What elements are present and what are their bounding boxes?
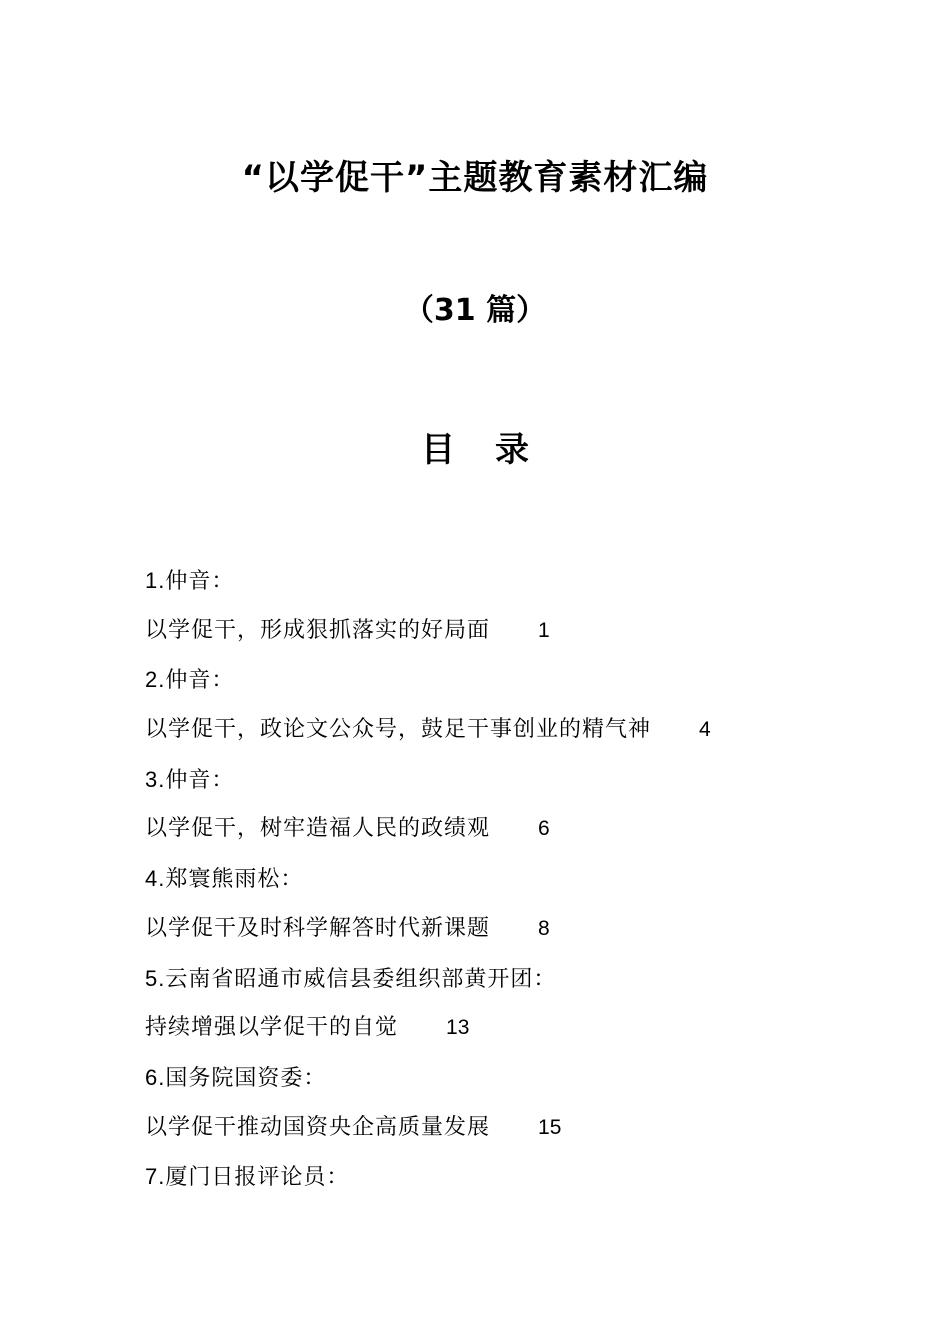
toc-entry-6 <box>145 1053 845 1152</box>
toc-entry-title-row <box>145 904 845 954</box>
toc-entry-page: 15 <box>538 1115 562 1139</box>
toc-entry-4 <box>145 854 845 953</box>
toc-entry-title-row <box>145 804 845 854</box>
toc-entry-author: 1.仲音： <box>145 568 235 593</box>
toc-entry-title-row <box>145 1103 845 1153</box>
toc-entry-author: 6.国务院国资委： <box>145 1064 327 1090</box>
toc-entry-page: 8 <box>538 916 550 940</box>
toc-entry-title: 持续增强以学促干的自觉 <box>145 1015 399 1041</box>
toc-heading-part2: 录 <box>495 430 529 470</box>
toc-entry-title: 以学促干，形成狠抓落实的好局面 <box>145 617 491 643</box>
toc-entry-title-row <box>145 1003 845 1053</box>
toc-entry-page: 1 <box>538 618 550 642</box>
toc-entry-7 <box>145 1152 845 1202</box>
toc-entry-author: 7.厦门日报评论员： <box>145 1164 350 1190</box>
toc-heading <box>0 424 950 476</box>
toc-entry-2 <box>145 655 845 754</box>
toc-entry-author: 3.仲音： <box>145 766 235 792</box>
toc-entry-1 <box>145 556 845 655</box>
toc-entry-page: 13 <box>446 1016 470 1040</box>
toc-entry-page: 4 <box>699 718 711 742</box>
toc-entry-author: 4.郑寰熊雨松： <box>145 866 304 892</box>
toc-entry-title: 以学促干及时科学解答时代新课题 <box>145 915 491 941</box>
toc-heading-part1: 目 <box>421 430 455 470</box>
table-of-contents <box>145 556 845 1202</box>
toc-entry-title: 以学促干，政论文公众号，鼓足干事创业的精气神 <box>145 717 652 743</box>
toc-entry-title: 以学促干，树牢造福人民的政绩观 <box>145 816 491 842</box>
document-subtitle: （31 篇） <box>403 293 547 328</box>
toc-entry-author: 5.云南省昭通市威信县委组织部黄开团： <box>145 965 557 991</box>
toc-entry-title-row <box>145 606 845 656</box>
toc-entry-page: 6 <box>538 817 550 841</box>
toc-entry-title-row <box>145 705 845 755</box>
toc-entry-title: 以学促干推动国资央企高质量发展 <box>145 1114 491 1140</box>
toc-entry-author: 2.仲音： <box>145 667 235 693</box>
toc-entry-3 <box>145 755 845 854</box>
document-title: “以学促干”主题教育素材汇编 <box>241 158 709 198</box>
toc-entry-5 <box>145 954 845 1053</box>
